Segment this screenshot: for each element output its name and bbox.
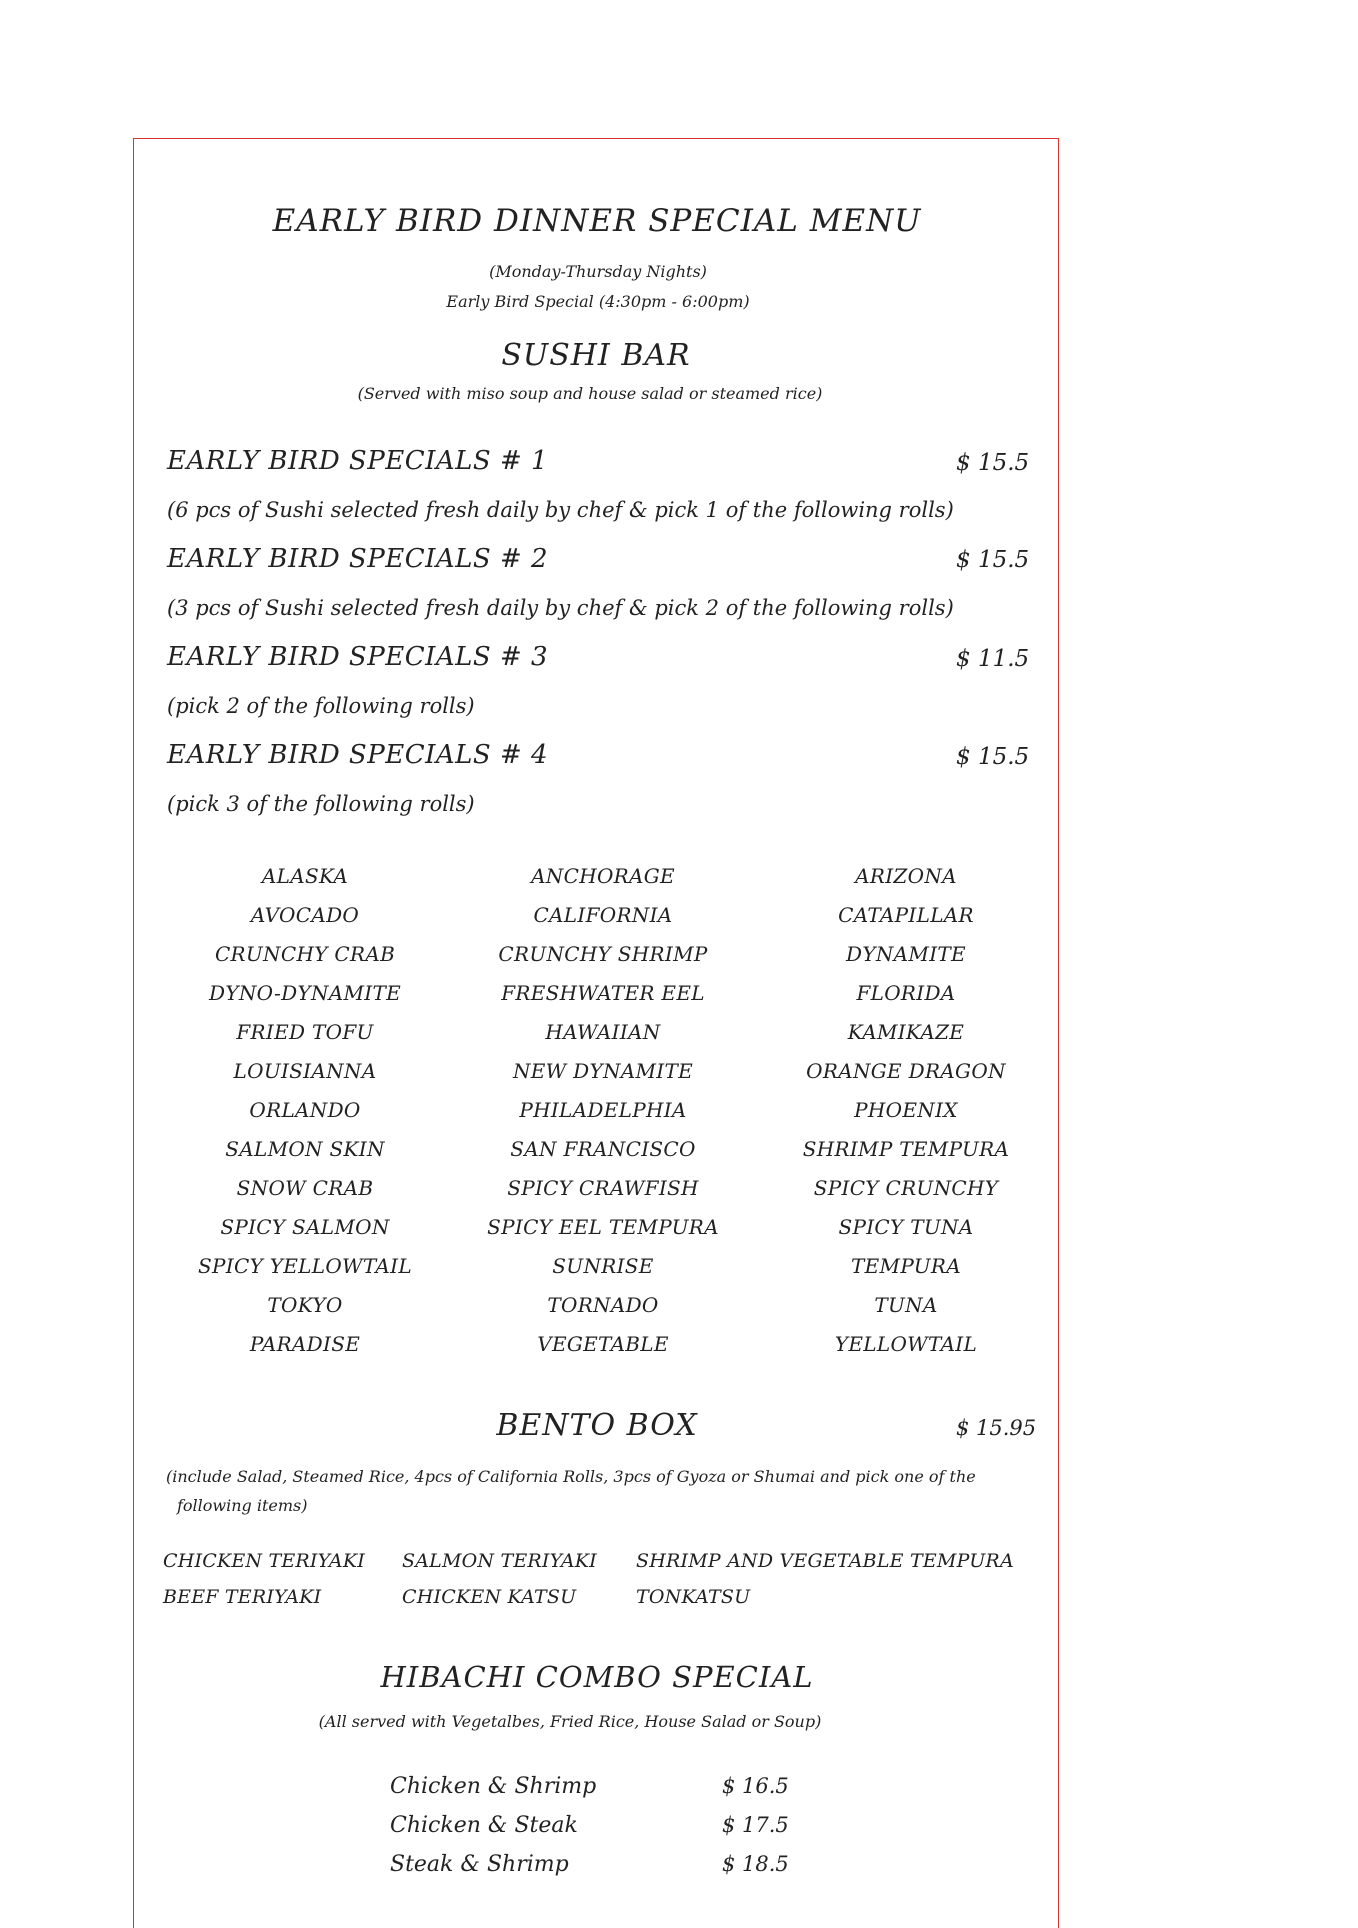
roll-item: DYNO-DYNAMITE xyxy=(208,981,402,1005)
sushi-bar-title: SUSHI BAR xyxy=(501,338,691,373)
roll-item: KAMIKAZE xyxy=(847,1020,965,1044)
roll-item: TEMPURA xyxy=(851,1254,961,1278)
combo-name: Chicken & Shrimp xyxy=(390,1774,597,1799)
bento-price: $ 15.95 xyxy=(956,1416,1037,1440)
special-2-desc: (3 pcs of Sushi selected fresh daily by chef & pick 2 of the following rolls) xyxy=(167,596,954,620)
roll-item: CALIFORNIA xyxy=(533,903,673,927)
roll-item: TUNA xyxy=(874,1293,938,1317)
bento-title: BENTO BOX xyxy=(496,1408,698,1443)
bento-item: SALMON TERIYAKI xyxy=(402,1550,597,1572)
roll-item: VEGETABLE xyxy=(537,1332,669,1356)
bento-item: BEEF TERIYAKI xyxy=(163,1586,322,1608)
bento-desc-line2: following items) xyxy=(177,1496,308,1515)
roll-item: SNOW CRAB xyxy=(236,1176,374,1200)
special-1-price: $ 15.5 xyxy=(956,450,1030,476)
roll-item: ARIZONA xyxy=(855,864,957,888)
combo-price: $ 17.5 xyxy=(722,1813,789,1837)
menu-title: EARLY BIRD DINNER SPECIAL MENU xyxy=(272,203,922,239)
roll-item: SALMON SKIN xyxy=(225,1137,385,1161)
roll-item: SPICY CRAWFISH xyxy=(507,1176,699,1200)
roll-item: CRUNCHY SHRIMP xyxy=(498,942,708,966)
bento-desc-line1: (include Salad, Steamed Rice, 4pcs of California Rolls, 3pcs of Gyoza or Shumai and pick one of the xyxy=(166,1467,976,1486)
roll-item: SUNRISE xyxy=(552,1254,654,1278)
roll-item: HAWAIIAN xyxy=(545,1020,661,1044)
roll-item: FLORIDA xyxy=(856,981,956,1005)
special-2-price: $ 15.5 xyxy=(956,547,1030,573)
special-3-price: $ 11.5 xyxy=(956,646,1030,672)
combo-price: $ 18.5 xyxy=(722,1852,789,1876)
special-1-name: EARLY BIRD SPECIALS # 1 xyxy=(167,446,549,476)
roll-item: ORLANDO xyxy=(249,1098,361,1122)
special-1-desc: (6 pcs of Sushi selected fresh daily by chef & pick 1 of the following rolls) xyxy=(167,498,954,522)
special-4-desc: (pick 3 of the following rolls) xyxy=(167,792,475,816)
roll-item: SPICY TUNA xyxy=(838,1215,974,1239)
bento-item: TONKATSU xyxy=(636,1586,751,1608)
combo-name: Steak & Shrimp xyxy=(390,1852,569,1877)
roll-item: ORANGE DRAGON xyxy=(806,1059,1006,1083)
bento-item: CHICKEN KATSU xyxy=(402,1586,577,1608)
bento-item: SHRIMP AND VEGETABLE TEMPURA xyxy=(636,1550,1014,1572)
roll-item: SAN FRANCISCO xyxy=(510,1137,696,1161)
roll-item: YELLOWTAIL xyxy=(834,1332,978,1356)
roll-item: TOKYO xyxy=(267,1293,343,1317)
roll-item: FRIED TOFU xyxy=(236,1020,374,1044)
roll-item: ANCHORAGE xyxy=(531,864,675,888)
roll-item: PHILADELPHIA xyxy=(519,1098,687,1122)
roll-item: ALASKA xyxy=(261,864,349,888)
menu-hours: Early Bird Special (4:30pm - 6:00pm) xyxy=(446,292,750,311)
roll-item: SPICY EEL TEMPURA xyxy=(487,1215,719,1239)
roll-item: FRESHWATER EEL xyxy=(501,981,705,1005)
roll-item: LOUISIANNA xyxy=(233,1059,377,1083)
roll-item: DYNAMITE xyxy=(846,942,966,966)
roll-item: TORNADO xyxy=(547,1293,659,1317)
roll-item: SHRIMP TEMPURA xyxy=(802,1137,1010,1161)
hibachi-title: HIBACHI COMBO SPECIAL xyxy=(380,1660,814,1694)
special-2-name: EARLY BIRD SPECIALS # 2 xyxy=(167,544,549,574)
roll-item: PARADISE xyxy=(249,1332,361,1356)
sushi-bar-note: (Served with miso soup and house salad or steamed rice) xyxy=(357,384,823,403)
special-3-desc: (pick 2 of the following rolls) xyxy=(167,694,475,718)
menu-days: (Monday-Thursday Nights) xyxy=(489,262,707,281)
special-4-price: $ 15.5 xyxy=(956,744,1030,770)
roll-item: SPICY YELLOWTAIL xyxy=(198,1254,412,1278)
roll-item: CATAPILLAR xyxy=(838,903,974,927)
roll-item: PHOENIX xyxy=(854,1098,958,1122)
special-4-name: EARLY BIRD SPECIALS # 4 xyxy=(167,740,549,770)
roll-item: AVOCADO xyxy=(250,903,360,927)
combo-name: Chicken & Steak xyxy=(390,1813,578,1838)
bento-item: CHICKEN TERIYAKI xyxy=(163,1550,365,1572)
roll-item: SPICY SALMON xyxy=(220,1215,390,1239)
hibachi-note: (All served with Vegetalbes, Fried Rice, House Salad or Soup) xyxy=(318,1712,822,1731)
roll-item: NEW DYNAMITE xyxy=(512,1059,694,1083)
combo-price: $ 16.5 xyxy=(722,1774,789,1798)
roll-item: CRUNCHY CRAB xyxy=(214,942,396,966)
roll-item: SPICY CRUNCHY xyxy=(813,1176,999,1200)
special-3-name: EARLY BIRD SPECIALS # 3 xyxy=(167,642,549,672)
